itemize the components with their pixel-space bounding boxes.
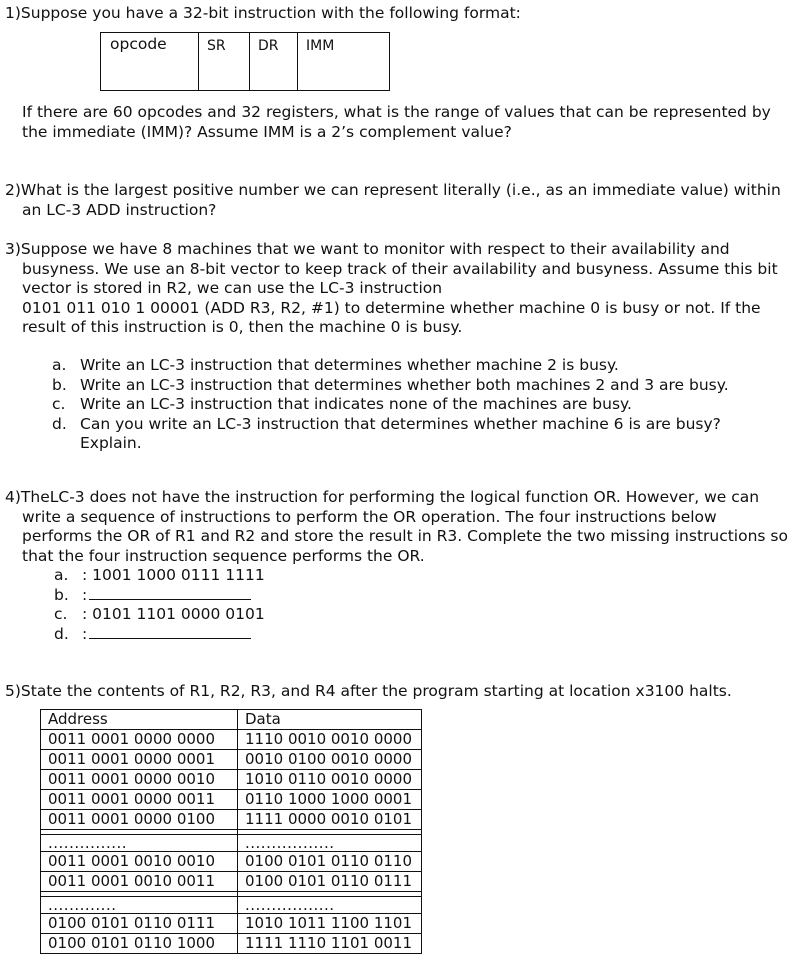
- table-row: 0011 0001 0000 0011 0110 1000 1000 0001: [41, 790, 422, 810]
- column-header-data: Data: [238, 710, 422, 730]
- list-item: b. Write an LC-3 instruction that determines whether both machines 2 and 3 are busy.: [52, 376, 729, 394]
- q2-question: 2)What is the largest positive number we can represent literally (i.e., as an immediate value) within an LC-3 ADD instruction?: [5, 181, 781, 219]
- instruction-format-box: [100, 32, 390, 91]
- table-row: 0011 0001 0010 0011 0100 0101 0110 0111: [41, 872, 422, 892]
- field-opcode: opcode: [110, 35, 167, 53]
- answer-blank[interactable]: [89, 585, 251, 600]
- memory-table: [40, 709, 422, 954]
- table-row: 0100 0101 0110 0111 1010 1011 1100 1101: [41, 914, 422, 934]
- table-row-ellipsis: ............... .................: [41, 835, 422, 852]
- q4-step-d: d. :: [54, 624, 251, 645]
- table-row: 0011 0001 0000 0010 1010 0110 0010 0000: [41, 770, 422, 790]
- table-row-ellipsis: ............. .................: [41, 897, 422, 914]
- table-row: 0011 0001 0000 0000 1110 0010 0010 0000: [41, 730, 422, 750]
- table-row: 0011 0001 0010 0010 0100 0101 0110 0110: [41, 852, 422, 872]
- table-row: 0100 0101 0110 1000 1111 1110 1101 0011: [41, 934, 422, 954]
- q1-prompt: 1)Suppose you have a 32-bit instruction with the following format:: [5, 4, 521, 22]
- list-item: a. Write an LC-3 instruction that determines whether machine 2 is busy.: [52, 356, 619, 374]
- q4-step-b: b. :: [54, 585, 251, 606]
- list-item: d. Can you write an LC-3 instruction that determines whether machine 6 is are busy?: [52, 415, 721, 433]
- q4-step-c: c. : 0101 1101 0000 0101: [54, 605, 265, 623]
- field-imm: IMM: [306, 38, 335, 54]
- q1-body: If there are 60 opcodes and 32 registers, what is the range of values that can be represented by the immediate (IMM)? Assume IMM is a 2’s complement value?: [22, 103, 771, 141]
- table-row: 0011 0001 0000 0001 0010 0100 0010 0000: [41, 750, 422, 770]
- q4-step-a: a. : 1001 1000 0111 1111: [54, 566, 265, 584]
- table-row: 0011 0001 0000 0100 1111 0000 0010 0101: [41, 810, 422, 830]
- q5-prompt: 5)State the contents of R1, R2, R3, and R4 after the program starting at location x3100 halts.: [5, 682, 732, 700]
- list-item: c. Write an LC-3 instruction that indicates none of the machines are busy.: [52, 395, 632, 413]
- field-sr: SR: [207, 38, 226, 54]
- answer-blank[interactable]: [89, 624, 251, 639]
- q4-question: 4)TheLC-3 does not have the instruction for performing the logical function OR. However, we can write a sequence of instructions to perform the OR operation. The four instructions below performs the OR of R1 and R2 and store the result in R3. Complete the two missing instructions so that the four instruction sequence performs the OR.: [5, 488, 788, 565]
- field-dr: DR: [258, 38, 279, 54]
- table-header-row: [41, 710, 422, 730]
- column-header-address: Address: [41, 710, 238, 730]
- q3-explain: Explain.: [80, 434, 142, 452]
- q3-question: 3)Suppose we have 8 machines that we want to monitor with respect to their availability and busyness. We use an 8-bit vector to keep track of their availability and busyness. Assume this bit vector is stored in R2, we can use the LC-3 instruction 0101 011 010 1 00001 (ADD R3, R2, #1) to determine whether machine 0 is busy or not. If the result of this instruction is 0, then the machine 0 is busy.: [5, 240, 778, 337]
